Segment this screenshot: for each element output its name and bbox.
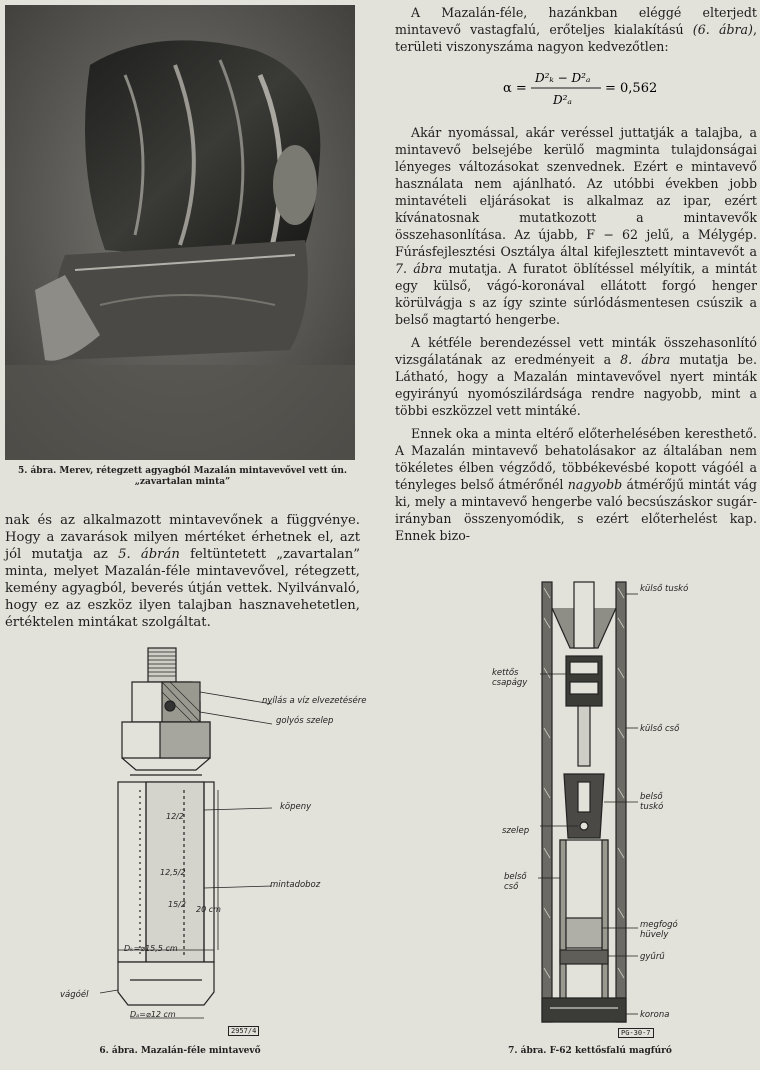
- figure-5-photo: [5, 5, 355, 460]
- label-crown: korona: [640, 1010, 670, 1020]
- label-inner-top-sub: belső tuskó: [640, 792, 664, 812]
- paragraph-5-a: nak és az alkalmazott mintavevőnek a függvénye. Hogy a zavarások milyen mértéket érhetnek el, azt jól mutatja az: [5, 513, 360, 562]
- intro-text-a: A Mazalán-féle, hazánkban eléggé elterjedt mintavevő vastagfalú, erőteljes kialakítású: [395, 5, 757, 37]
- label-inner-tube: belső cső: [504, 872, 527, 892]
- figure-7-stamp: PG-30-7: [618, 1028, 654, 1038]
- label-sample-box: mintadoboz: [270, 880, 321, 890]
- label-valve: szelep: [502, 826, 530, 836]
- emphasis-nagyobb: nagyobb: [567, 477, 623, 492]
- paragraph-3-a: A kétféle berendezéssel vett minták összehasonlító vizsgálatának az eredményeit a: [395, 335, 757, 367]
- label-cutting-edge: vágóél: [60, 990, 89, 1000]
- paragraph-4-a: Ennek oka a minta eltérő előterhelésében keresthető. A Mazalán mintavevő behatolásakor az általában nem tökéletes élben végződő, többékevésbé kopott vágóél a tényleges belső átmérőnél: [395, 426, 757, 492]
- formula-numerator: D²ₖ − D²ₐ: [535, 71, 591, 85]
- dim-15-2: 15/2: [168, 900, 186, 909]
- label-jacket: köpeny: [280, 802, 312, 812]
- dim-outer-diameter: Dₖ=⌀15,5 cm: [124, 944, 178, 953]
- clay-sample-photo: [5, 5, 355, 460]
- label-outer-top-sub: külső tuskó: [640, 584, 689, 594]
- dim-12-5-2: 12,5/2: [160, 868, 186, 877]
- dim-20cm: 20 cm: [196, 905, 221, 914]
- figure-5-caption: [5, 466, 360, 488]
- figure-7-caption: 7. ábra. F-62 kettősfalú magfúró: [508, 1046, 672, 1056]
- label-outer-tube: külső cső: [640, 724, 680, 734]
- figure-7-reference: 7. ábra: [395, 261, 443, 276]
- label-ball-valve: golyós szelep: [276, 716, 334, 726]
- figure-6-stamp: 2957/4: [228, 1026, 259, 1036]
- formula-result: = 0,562: [605, 81, 658, 96]
- label-ring: gyűrű: [640, 952, 665, 962]
- label-double-bearing: kettős csapágy: [492, 668, 528, 688]
- paragraph-3-b: mutatja be. Látható, hogy a Mazalán mintavevővel nyert minták egyirányú nyomószilárdsága rendre nagyobb, mint a többi eszközzel vett mintáké.: [395, 352, 757, 418]
- paragraph-2-a: Akár nyomással, akár veréssel juttatják a talajba, a mintavevő belsejébe kerülő magminta tulajdonságai lényeges változásokat szenvednek. Ezért e mintavevő használata nem ajánlható. Az utóbbi években jobb mintavételi eljárásokat is alkalmaz az ipar, ezért kívánatosnak mutatkozott a mintavevők összehasonlítása. Az újabb, F − 62 jelű, a Mélygép. Fúrásfejlesztési Osztálya által kifejlesztett mintavevőt a: [395, 125, 757, 259]
- left-column-text: [5, 512, 360, 631]
- intro-text-b: , területi viszonyszáma nagyon kedvezőtlen:: [395, 22, 757, 54]
- dim-12-2: 12/2: [166, 812, 184, 821]
- f62-core-barrel-diagram: [530, 578, 640, 1033]
- figure-5-caption-line2: „zavartalan minta”: [134, 477, 231, 487]
- right-column-text: [395, 124, 757, 544]
- paragraph-5-b: feltüntetett „zavartalan” minta, melyet Mazalán-féle mintavevővel, rétegzett, kemény agyagból, beverés útján vettek. Nyilvánvaló, hogy ez az eszköz ilyen talajban hasznavehetetlen, értéktelen mintákat szolgáltat.: [5, 547, 361, 630]
- intro-paragraph: [395, 4, 757, 55]
- figure-6-reference: (6. ábra): [692, 22, 753, 37]
- paragraph-2-b: mutatja. A furatot öblítéssel mélyítik, a mintát egy külső, vágó-koronával ellátott forgó henger körülvágja s az így szinte súrlódásmentesen csúszik a belső magtartó hengerbe.: [395, 261, 757, 327]
- figure-5-caption-line1: 5. ábra. Merev, rétegzett agyagból Mazalán mintavevővel vett ún.: [17, 466, 348, 476]
- figure-7-drawing: [530, 578, 640, 1033]
- formula-lhs: α =: [503, 81, 527, 96]
- figure-5-reference: 5. ábrán: [118, 547, 180, 562]
- formula-denominator: D²ₐ: [553, 93, 572, 107]
- area-ratio-formula: [395, 64, 757, 110]
- label-catcher-sleeve: megfogó hüvely: [640, 920, 678, 940]
- paragraph-4-b: átmérőjű mintát vág ki, mely a mintavevő hengerbe való becsúszáskor sugár-irányban összenyomódik, s ezért előterhelést kap. Ennek bizo-: [395, 477, 757, 543]
- dim-inner-diameter: Dₐ=⌀12 cm: [130, 1010, 176, 1019]
- label-water-outlet: nyílás a víz elvezetésére: [262, 696, 367, 706]
- figure-6-caption: 6. ábra. Mazalán-féle mintavevő: [99, 1046, 261, 1056]
- figure-8-reference: 8. ábra: [620, 352, 671, 367]
